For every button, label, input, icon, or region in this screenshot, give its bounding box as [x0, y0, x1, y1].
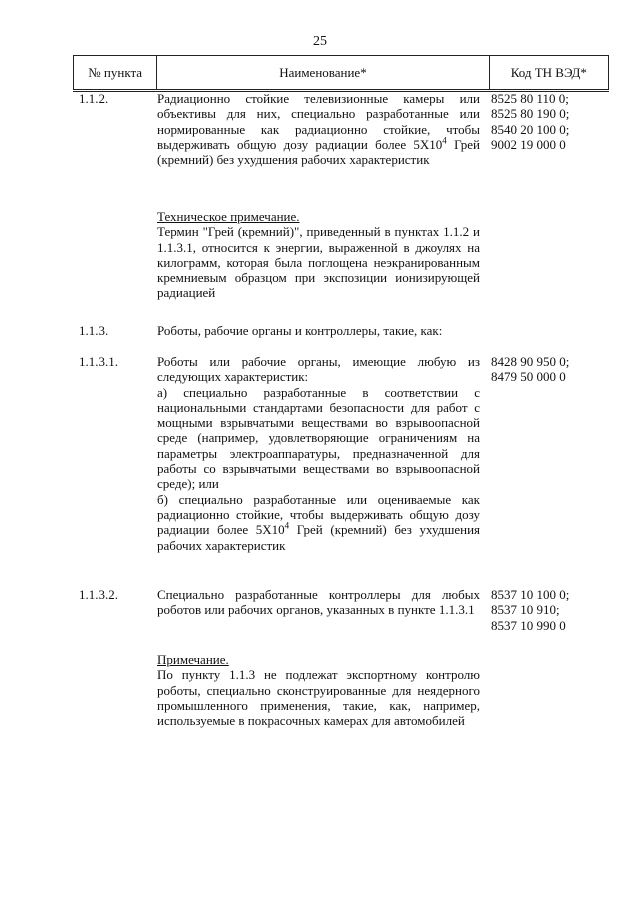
- header-item-number: № пункта: [74, 56, 157, 90]
- exponent: 4: [284, 520, 290, 531]
- entry-text: [157, 91, 480, 167]
- entry-codes: 8525 80 110 0; 8525 80 190 0; 8540 20 100 0; 9002 19 000 0: [491, 91, 570, 152]
- entry-text-b: [157, 492, 480, 553]
- table-header: [73, 55, 609, 90]
- entry-text-b-main: б) специально разработанные или оцениваемые как радиационно стойкие, чтобы выдерживать общую дозу радиации более 5Х10: [157, 491, 480, 538]
- entry-text: Специально разработанные контроллеры для любых роботов или рабочих органов, указанных в пункте 1.1.3.1: [157, 587, 480, 618]
- entry-number: 1.1.3.2.: [79, 587, 118, 602]
- note-text: Термин "Грей (кремний)", приведенный в пунктах 1.1.2 и 1.1.3.1, относится к энергии, выраженной в джоулях на килограмм, которая была поглощена неэкранированным кремниевым образцом при экспозиции ионизирующей радиацией: [157, 224, 480, 301]
- note-text: По пункту 1.1.3 не подлежат экспортному контролю роботы, специально сконструированные для неядерного промышленного применения, такие, как, например, используемые в покрасочных камерах для автомобилей: [157, 667, 480, 729]
- header-code: Код ТН ВЭД*: [489, 56, 608, 90]
- entry-text-b-tail: Грей (кремний) без ухудшения рабочих характеристик: [157, 522, 481, 553]
- entry-number: 1.1.3.1.: [79, 354, 118, 369]
- entry-number: 1.1.3.: [79, 323, 109, 338]
- entry-text: [157, 354, 480, 553]
- entry-codes: 8537 10 100 0; 8537 10 910; 8537 10 990 0: [491, 587, 570, 633]
- note-heading: Примечание.: [157, 652, 229, 667]
- exponent: 4: [442, 135, 447, 146]
- entry-text-intro: Роботы или рабочие органы, имеющие любую из следующих характеристик:: [157, 354, 480, 385]
- entry-text: Роботы, рабочие органы и контроллеры, такие, как:: [157, 323, 443, 338]
- page-number: 25: [313, 34, 327, 49]
- entry-text-tail: Грей (кремний) без ухудшения рабочих характеристик: [157, 136, 480, 168]
- header-name: Наименование*: [157, 56, 489, 90]
- entry-codes: 8428 90 950 0; 8479 50 000 0: [491, 354, 570, 385]
- entry-number: 1.1.2.: [79, 91, 109, 106]
- entry-text-a: а) специально разработанные в соответствии с национальными стандартами безопасности для работ с мощными взрывчатыми веществами во взрывоопасной среде (например, удовлетворяющие ограничениям на параметры электроаппаратуры, предназначенной для работы со взрывчатыми веществами во взрывоопасной среде); или: [157, 384, 480, 492]
- entry-text-main: Радиационно стойкие телевизионные камеры или объективы для них, специально разработанные или нормированные как радиационно стойкие, чтобы выдерживать общую дозу радиации более 5Х10: [157, 91, 480, 152]
- note-heading: Техническое примечание.: [157, 209, 300, 224]
